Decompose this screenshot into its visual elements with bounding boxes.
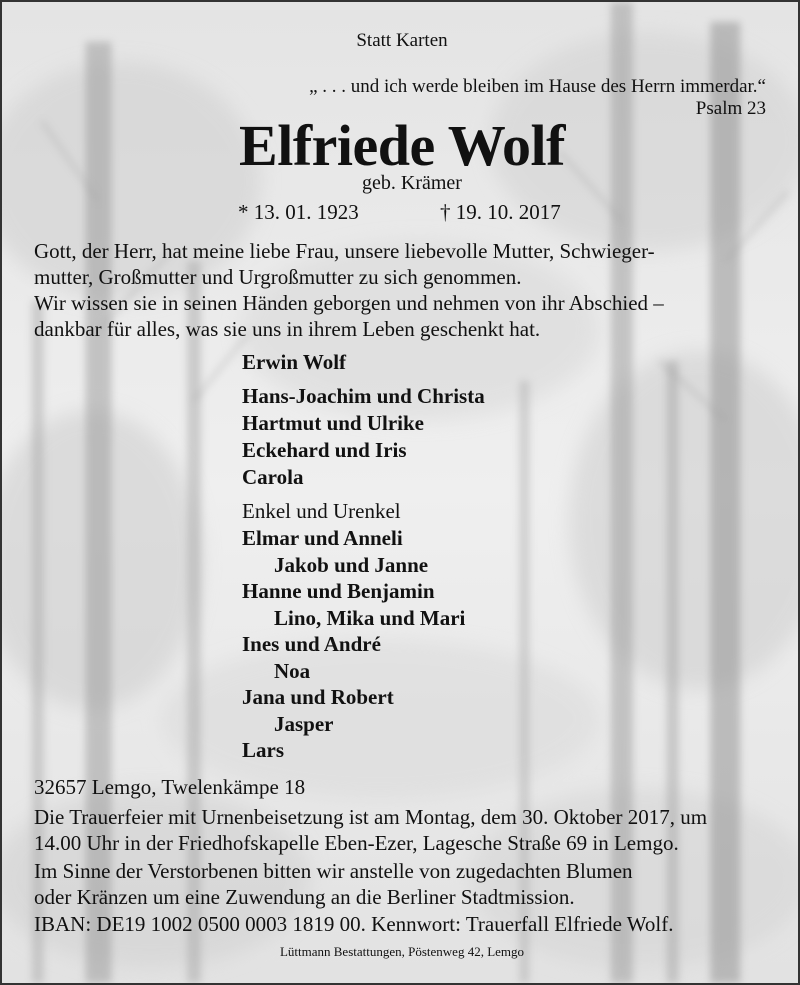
grandchild-name: Jana und Robert [242, 685, 394, 709]
grandchild-name: Lino, Mika und Mari [274, 606, 466, 630]
grandchild-name: Lars [242, 738, 284, 762]
announcement-line: Wir wissen sie in seinen Händen geborgen und nehmen von ihr Abschied – [34, 291, 664, 315]
child-name: Carola [242, 465, 304, 489]
grandchildren-heading: Enkel und Urenkel [242, 499, 401, 523]
child-name: Hartmut und Ulrike [242, 411, 425, 435]
footer-line: Im Sinne der Verstorbenen bitten wir anstelle von zugedachten Blumen [34, 859, 633, 883]
footer-line: Die Trauerfeier mit Urnenbeisetzung ist am Montag, dem 30. Oktober 2017, um [34, 805, 708, 829]
announcement-line: Gott, der Herr, hat meine liebe Frau, unsere liebevolle Mutter, Schwieger- [34, 239, 655, 263]
footer-line: 14.00 Uhr in der Friedhofskapelle Eben-Ezer, Lagesche Straße 69 in Lemgo. [34, 831, 679, 855]
footer-line: IBAN: DE19 1002 0500 0003 1819 00. Kennwort: Trauerfall Elfriede Wolf. [34, 912, 674, 936]
family-address: 32657 Lemgo, Twelenkämpe 18 [34, 775, 306, 799]
undertaker-info: Lüttmann Bestattungen, Pöstenweg 42, Lemgo [279, 944, 525, 959]
announcement-line: mutter, Großmutter und Urgroßmutter zu sich genommen. [34, 265, 522, 289]
grandchild-name: Jakob und Janne [274, 553, 429, 577]
announcement-line: dankbar für alles, was sie uns in ihrem Leben geschenkt hat. [34, 317, 541, 341]
child-name: Hans-Joachim und Christa [242, 384, 485, 408]
death-date: † 19. 10. 2017 [440, 200, 561, 224]
child-name: Eckehard und Iris [242, 438, 407, 462]
quote-source: Psalm 23 [695, 98, 766, 119]
bible-quote: „ . . . und ich werde bleiben im Hause des Herrn immerdar.“ [309, 76, 766, 97]
grandchild-name: Jasper [274, 712, 334, 736]
deceased-name: Elfriede Wolf [239, 113, 565, 178]
birth-date: * 13. 01. 1923 [238, 200, 359, 224]
grandchild-name: Noa [274, 659, 311, 683]
husband-name: Erwin Wolf [242, 350, 347, 374]
grandchild-name: Elmar und Anneli [242, 526, 403, 550]
grandchild-name: Ines und André [242, 632, 381, 656]
grandchild-name: Hanne und Benjamin [242, 579, 435, 603]
statt-karten-heading: Statt Karten [356, 30, 448, 51]
birth-name: geb. Krämer [362, 172, 462, 194]
footer-line: oder Kränzen um eine Zuwendung an die Berliner Stadtmission. [34, 885, 575, 909]
